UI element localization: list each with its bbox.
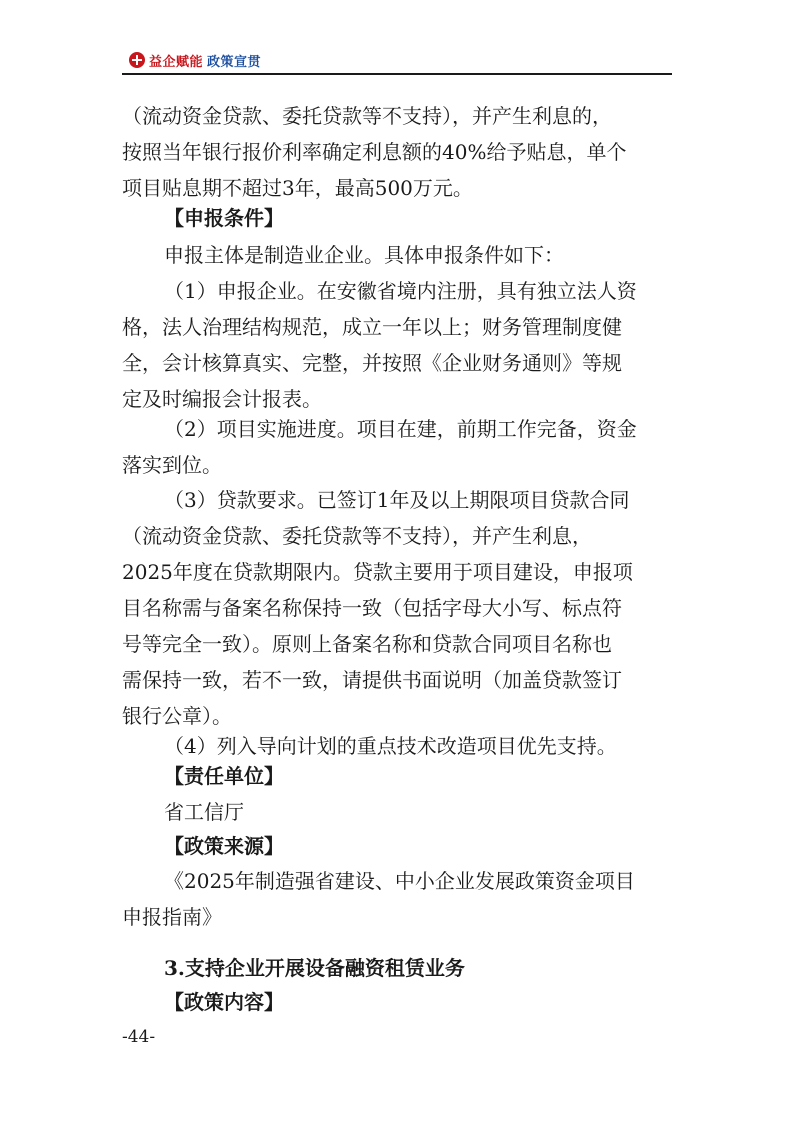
body-line: 目名称需与备案名称保持一致（包括字母大小写、标点符 xyxy=(122,596,622,620)
brand-logo-icon xyxy=(129,52,145,68)
body-line: 省工信厅 xyxy=(164,800,244,824)
body-line: 申报指南》 xyxy=(122,905,222,929)
header-divider xyxy=(122,73,672,75)
body-line: 定及时编报会计报表。 xyxy=(122,387,322,411)
body-line: 号等完全一致）。原则上备案名称和贷款合同项目名称也 xyxy=(122,632,612,656)
body-line: 2025年度在贷款期限内。贷款主要用于项目建设，申报项 xyxy=(122,560,633,584)
page-header xyxy=(122,47,672,75)
page-number: -44- xyxy=(122,1027,156,1047)
body-line: （1）申报企业。在安徽省境内注册，具有独立法人资 xyxy=(164,279,637,303)
section-heading: 【申报条件】 xyxy=(164,206,284,230)
body-line: 项目贴息期不超过3年，最高500万元。 xyxy=(122,176,473,200)
brand-red: 益企赋能 xyxy=(149,55,204,70)
body-line: （3）贷款要求。已签订1年及以上期限项目贷款合同 xyxy=(164,488,630,512)
body-line: （2）项目实施进度。项目在建，前期工作完备，资金 xyxy=(164,417,637,441)
section-heading: 【政策来源】 xyxy=(164,834,284,858)
body-line: 按照当年银行报价利率确定利息额的40%给予贴息，单个 xyxy=(122,140,627,164)
body-line: （流动资金贷款、委托贷款等不支持），并产生利息的， xyxy=(122,104,612,128)
body-line: 落实到位。 xyxy=(122,453,222,477)
body-line: 需保持一致，若不一致，请提供书面说明（加盖贷款签订 xyxy=(122,668,622,692)
body-line: 银行公章）。 xyxy=(122,704,232,728)
body-line: 格，法人治理结构规范，成立一年以上；财务管理制度健 xyxy=(122,315,622,339)
body-line: 《2025年制造强省建设、中小企业发展政策资金项目 xyxy=(164,869,635,893)
section-heading: 【政策内容】 xyxy=(164,990,284,1014)
brand-text xyxy=(149,51,261,70)
body-line: 全，会计核算真实、完整，并按照《企业财务通则》等规 xyxy=(122,351,622,375)
section-heading: 【责任单位】 xyxy=(164,764,284,788)
subsection-title: 3.支持企业开展设备融资租赁业务 xyxy=(164,956,465,980)
body-line: （流动资金贷款、委托贷款等不支持），并产生利息， xyxy=(122,524,592,548)
body-line: （4）列入导向计划的重点技术改造项目优先支持。 xyxy=(164,734,617,758)
brand-blue: 政策宣贯 xyxy=(207,55,262,70)
body-line: 申报主体是制造业企业。具体申报条件如下： xyxy=(164,243,564,267)
